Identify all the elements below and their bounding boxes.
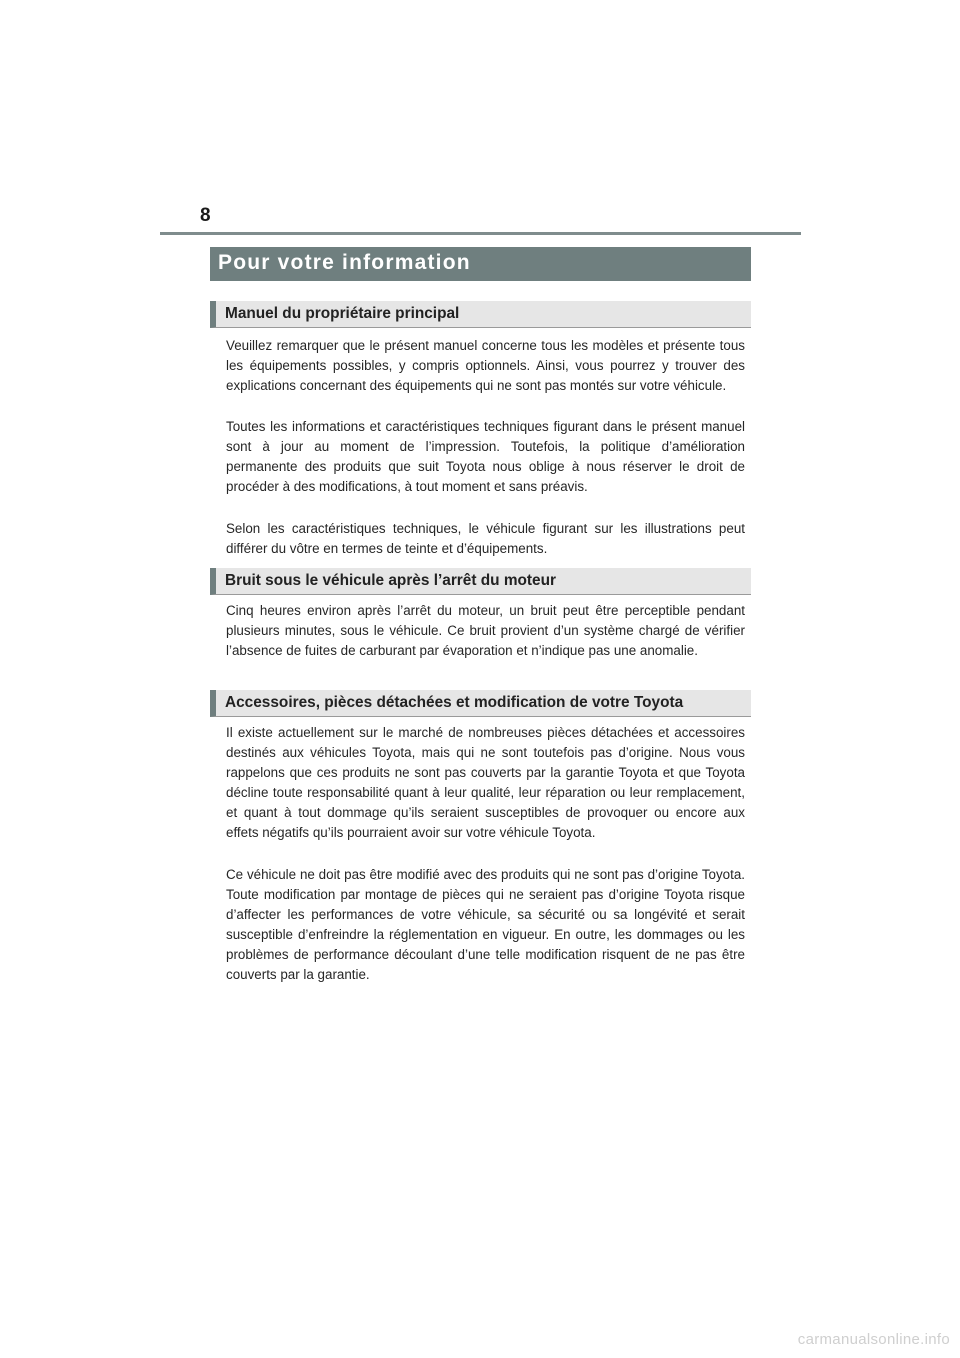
section-heading-accessoires <box>210 690 751 717</box>
page-title: Pour votre information <box>218 251 471 274</box>
section-heading-manuel <box>210 301 751 328</box>
watermark: carmanualsonline.info <box>797 1331 950 1348</box>
section-heading-text: Manuel du propriétaire principal <box>225 305 460 322</box>
page-title-bar <box>210 247 751 281</box>
paragraph: Selon les caractéristiques techniques, le véhicule figurant sur les illustrations peut différer du vôtre en termes de teinte et d’équipements. <box>226 521 745 556</box>
header-rule <box>160 232 801 235</box>
paragraph: Ce véhicule ne doit pas être modifié avec des produits qui ne sont pas d’origine Toyota. Toute modification par montage de pièces qui ne seraient pas d’origine Toyota risque d’affecter les performances de votre véhicule, sa sécurité ou sa longévité et serait susceptible d’enfreindre la réglementation en vigueur. En outre, les dommages ou les problèmes de performance découlant d’une telle modification risquent de ne pas être couverts par la garantie. <box>226 867 745 982</box>
section-heading-bruit <box>210 568 751 595</box>
paragraph: Il existe actuellement sur le marché de nombreuses pièces détachées et accessoires destinés aux véhicules Toyota, mais qui ne sont toutefois pas d’origine. Nous vous rappelons que ces produits ne sont pas couverts par la garantie Toyota et que Toyota décline toute responsabilité quant à leur qualité, leur réparation ou leur remplacement, et quant à tout dommage qu’ils seraient susceptibles de provoquer ou encore aux effets négatifs qu’ils pourraient avoir sur votre véhicule Toyota. <box>226 725 745 840</box>
paragraph: Toutes les informations et caractéristiques techniques figurant dans le présent manuel sont à jour au moment de l’impression. Toutefois, la politique d’amélioration permanente des produits que suit Toyota nous oblige à nous réserver le droit de procéder à des modifications, à tout moment et sans préavis. <box>226 419 745 494</box>
section-heading-text: Accessoires, pièces détachées et modification de votre Toyota <box>225 694 684 711</box>
page-number: 8 <box>200 205 211 226</box>
paragraph: Cinq heures environ après l’arrêt du moteur, un bruit peut être perceptible pendant plusieurs minutes, sous le véhicule. Ce bruit provient d’un système chargé de vérifier l’absence de fuites de carburant par évaporation et n’indique pas une anomalie. <box>226 603 745 658</box>
paragraph: Veuillez remarquer que le présent manuel concerne tous les modèles et présente tous les équipements possibles, y compris optionnels. Ainsi, vous pourrez y trouver des explications concernant des équipements qui ne sont pas montés sur votre véhicule. <box>226 338 745 393</box>
section-heading-text: Bruit sous le véhicule après l’arrêt du moteur <box>225 572 556 589</box>
